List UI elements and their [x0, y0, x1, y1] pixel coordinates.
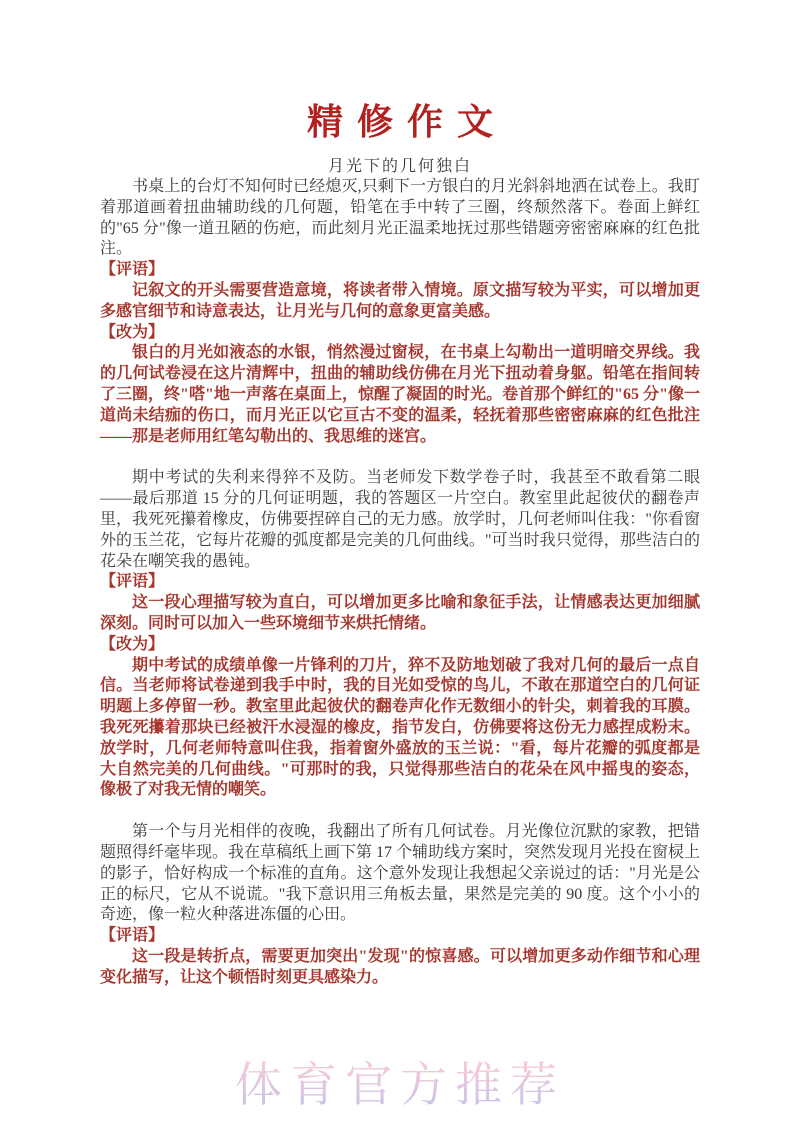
- comment-text-3: 这一段是转折点，需要更加突出"发现"的惊喜感。可以增加更多动作细节和心理变化描写，让这个顿悟时刻更具感染力。: [100, 947, 700, 986]
- original-paragraph-1: 书桌上的台灯不知何时已经熄灭,只剩下一方银白的月光斜斜地洒在试卷上。我盯着那道画着扭曲辅助线的几何题，铅笔在手中转了三圈，终颓然落下。卷面上鲜红的"65 分"像一道丑陋的伤疤，而此刻月光正温柔地抚过那些错题旁密密麻麻的红色批注。: [100, 178, 700, 258]
- essay-title: 月光下的几何独白: [327, 158, 472, 175]
- comment-text-2: 这一段心理描写较为直白，可以增加更多比喻和象征手法，让情感表达更加细腻深刻。同时可以加入一些环境细节来烘托情绪。: [100, 594, 700, 632]
- revision-text-2: 期中考试的成绩单像一片锋利的刀片，猝不及防地划破了我对几何的最后一点自信。当老师将试卷递到我手中时，我的目光如受惊的鸟儿，不敢在那道空白的几何证明题上多停留一秒。教室里此起彼伏的翻卷声化作无数细小的针尖，刺着我的耳膜。我死死攥着那块已经被汗水浸湿的橡皮，指节发白，仿佛要将这份无力感捏成粉末。放学时，几何老师特意叫住我，指着窗外盛放的玉兰说："看，每片花瓣的弧度都是大自然完美的几何曲线。"可那时的我，只觉得那些洁白的花朵在风中摇曳的姿态，像极了对我无情的嘲笑。: [100, 656, 700, 799]
- original-paragraph-3: 第一个与月光相伴的夜晚，我翻出了所有几何试卷。月光像位沉默的家教，把错题照得纤毫毕现。我在草稿纸上画下第 17 个辅助线方案时，突然发现月光投在窗棂上的影子，恰好构成一个标准的直角。这个意外发现让我想起父亲说过的话："月光是公正的标尺，它从不说谎。"我下意识用三角板去量，果然是完美的 90 度。这个小小的奇迹，像一粒火种落进冻僵的心田。: [100, 823, 701, 924]
- comment-label-3: 【评语】: [100, 927, 165, 945]
- comment-label-1: 【评语】: [100, 261, 165, 279]
- document-page: [100, 0, 700, 988]
- comment-label-2: 【评语】: [100, 573, 165, 591]
- revise-label-1: 【改为】: [100, 323, 165, 341]
- comment-text-1: 记叙文的开头需要营造意境，将读者带入情境。原文描写较为平实，可以增加更多感官细节和诗意表达，让月光与几何的意象更富美感。: [100, 281, 700, 320]
- original-paragraph-2: 期中考试的失利来得猝不及防。当老师发下数学卷子时，我甚至不敢看第二眼——最后那道 15 分的几何证明题，我的答题区一片空白。教室里此起彼伏的翻卷声里，我死死攥着橡皮，仿佛要捏碎自己的无力感。放学时，几何老师叫住我："你看窗外的玉兰花，它每片花瓣的弧度都是完美的几何曲线。"可当时我只觉得，那些洁白的花朵在嘲笑我的愚钝。: [100, 469, 700, 570]
- page-title: 精修作文: [306, 102, 507, 142]
- watermark-text: 体育官方推荐: [0, 1058, 800, 1114]
- revise-label-2: 【改为】: [100, 635, 165, 653]
- revision-text-1: 银白的月光如液态的水银，悄然漫过窗棂，在书桌上勾勒出一道明暗交界线。我的几何试卷浸在这片清辉中，扭曲的辅助线仿佛在月光下扭动着身躯。铅笔在指间转了三圈，终"嗒"地一声落在桌面上，惊醒了凝固的时光。卷首那个鲜红的"65 分"像一道尚未结痂的伤口，而月光正以它亘古不变的温柔，轻抚着那些密密麻麻的红色批注——那是老师用红笔勾勒出的、我思维的迷宫。: [100, 344, 700, 445]
